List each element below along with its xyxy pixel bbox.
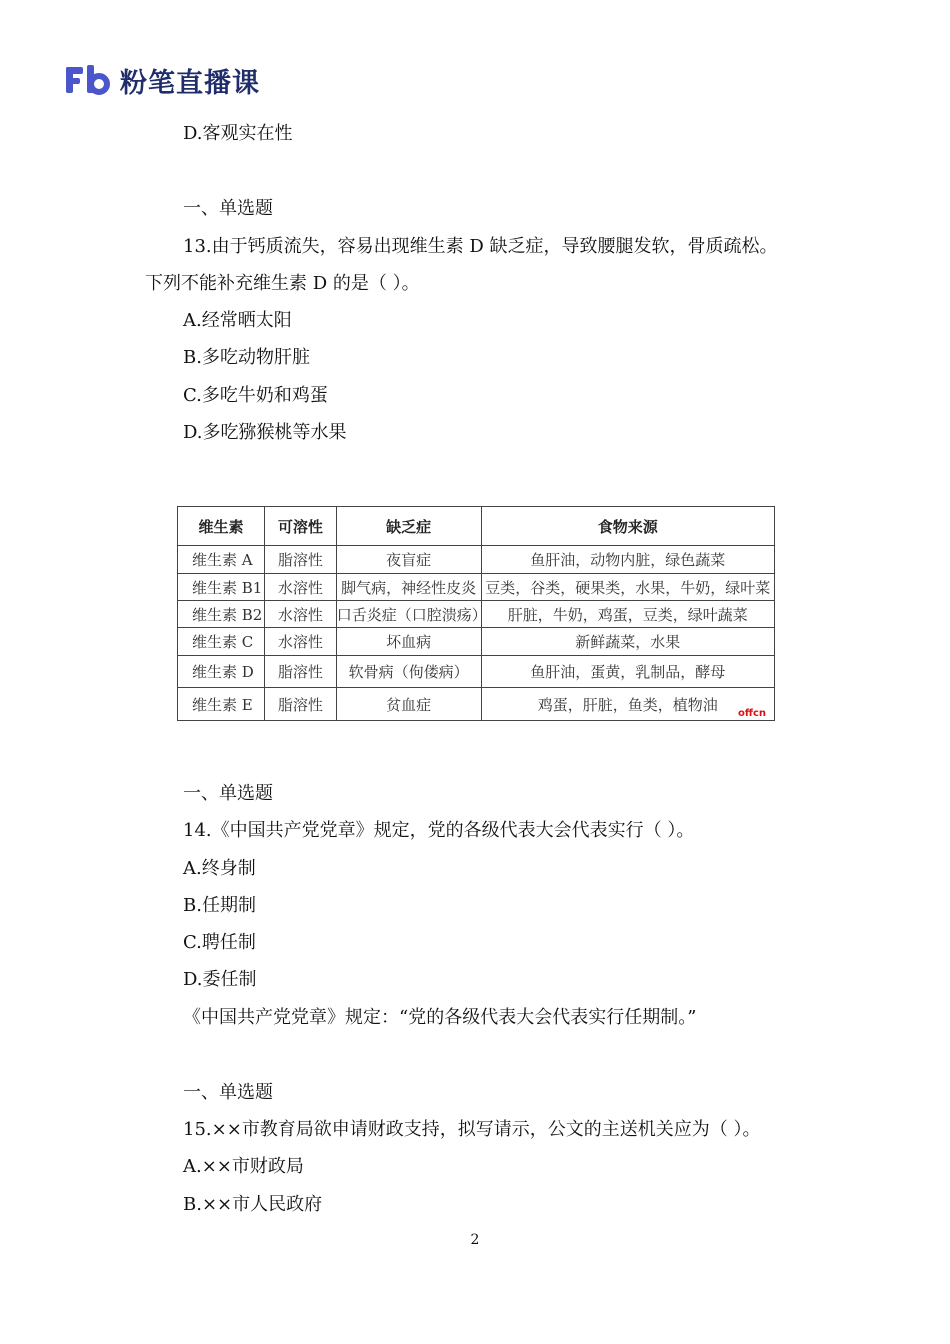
table-cell: 维生素 C: [178, 628, 265, 656]
table-cell: 豆类，谷类，硬果类，水果，牛奶，绿叶菜: [481, 574, 774, 601]
q13-option-a: A.经常晒太阳: [183, 310, 292, 331]
q13-option-d: D.多吃猕猴桃等水果: [183, 422, 347, 443]
q15-section-title: 一、单选题: [183, 1082, 273, 1103]
q14-option-a: A.终身制: [183, 858, 256, 879]
table-header-cell: 可溶性: [264, 507, 336, 546]
brand-logo: [66, 60, 260, 100]
table-row: [178, 601, 775, 628]
q13-stem-line1: 13.由于钙质流失，容易出现维生素 D 缺乏症，导致腰腿发软，骨质疏松。: [183, 236, 778, 257]
table-header-row: [178, 507, 775, 546]
q13-stem-line2: 下列不能补充维生素 D 的是（ ）。: [145, 273, 420, 294]
table-cell: 脂溶性: [264, 656, 336, 688]
table-cell: 维生素 B2: [178, 601, 265, 628]
table-row: [178, 628, 775, 656]
q14-option-c: C.聘任制: [183, 932, 256, 953]
table-row: [178, 656, 775, 688]
q14-option-d: D.委任制: [183, 969, 257, 990]
logo-text: 粉笔直播课: [120, 67, 260, 99]
table-cell: 贫血症: [336, 688, 481, 721]
q14-analysis: 《中国共产党党章》规定：“党的各级代表大会代表实行任期制。”: [183, 1007, 697, 1028]
page-number: 2: [470, 1232, 480, 1248]
table-cell: 新鲜蔬菜，水果: [481, 628, 774, 656]
table-cell: 坏血病: [336, 628, 481, 656]
table-cell: 软骨病（佝偻病）: [336, 656, 481, 688]
table-cell: 水溶性: [264, 574, 336, 601]
q12-option-d: D.客观实在性: [183, 123, 293, 144]
table-header-cell: 食物来源: [481, 507, 774, 546]
table-cell: 维生素 B1: [178, 574, 265, 601]
table-cell: 维生素 A: [178, 546, 265, 574]
table-cell: 肝脏，牛奶，鸡蛋，豆类，绿叶蔬菜: [481, 601, 774, 628]
q15-option-a: A.××市财政局: [183, 1156, 304, 1177]
table-cell: 夜盲症: [336, 546, 481, 574]
table-cell-text: 鸡蛋，肝脏，鱼类，植物油: [537, 695, 718, 714]
table-row: [178, 574, 775, 601]
table-cell: 脂溶性: [264, 688, 336, 721]
table-cell: 脚气病，神经性皮炎: [336, 574, 481, 601]
table-header-cell: 缺乏症: [336, 507, 481, 546]
table-row: [178, 688, 775, 721]
table-cell: 维生素 D: [178, 656, 265, 688]
q14-stem: 14.《中国共产党党章》规定，党的各级代表大会代表实行（ ）。: [183, 820, 695, 841]
q13-option-c: C.多吃牛奶和鸡蛋: [183, 385, 328, 406]
table-cell: 水溶性: [264, 601, 336, 628]
q14-section-title: 一、单选题: [183, 783, 273, 804]
vitamin-table: [177, 506, 775, 721]
table-cell: 脂溶性: [264, 546, 336, 574]
q14-option-b: B.任期制: [183, 895, 256, 916]
offcn-watermark: offcn: [737, 708, 766, 719]
table-row: [178, 546, 775, 574]
q13-section-title: 一、单选题: [183, 198, 273, 219]
table-cell: 水溶性: [264, 628, 336, 656]
table-cell: [481, 688, 774, 721]
q15-stem: 15.××市教育局欲申请财政支持，拟写请示，公文的主送机关应为（ ）。: [183, 1119, 761, 1140]
fb-logo-icon: [66, 63, 110, 97]
table-cell: 鱼肝油，动物内脏，绿色蔬菜: [481, 546, 774, 574]
q13-option-b: B.多吃动物肝脏: [183, 347, 310, 368]
table-cell: 维生素 E: [178, 688, 265, 721]
table-cell: 鱼肝油，蛋黄，乳制品，酵母: [481, 656, 774, 688]
table-header-cell: 维生素: [178, 507, 265, 546]
q15-option-b: B.××市人民政府: [183, 1194, 323, 1215]
table-cell: 口舌炎症（口腔溃疡）: [336, 601, 481, 628]
